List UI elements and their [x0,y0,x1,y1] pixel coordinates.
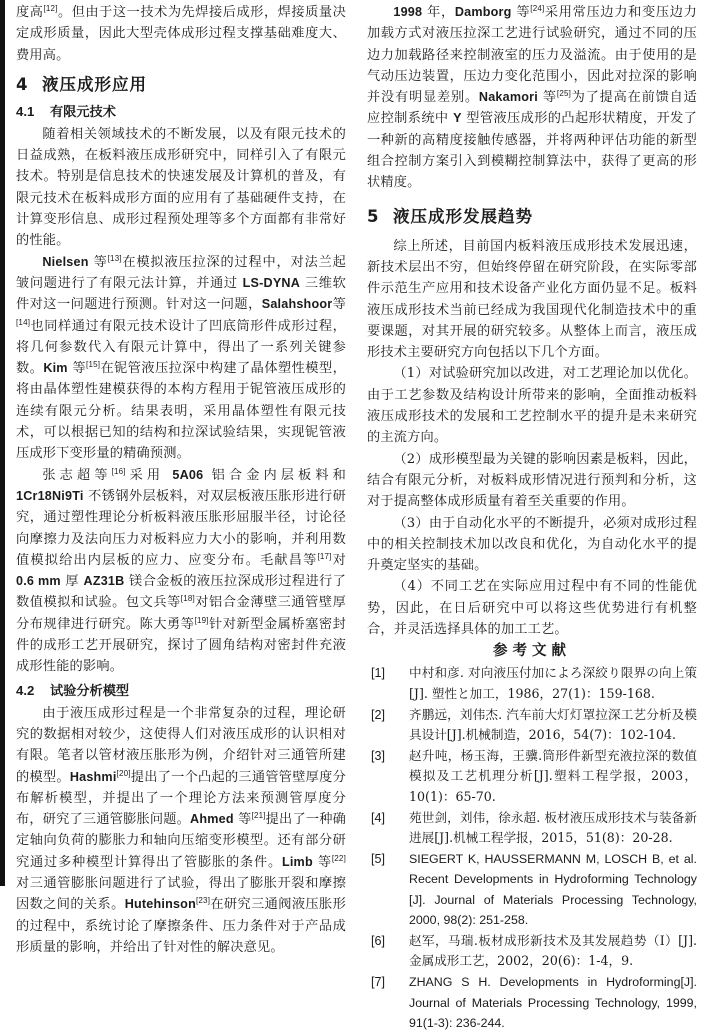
reference-index: [1] [371,666,386,681]
reference-index: [7] [371,975,386,990]
reference-item [367,663,697,703]
paragraph-model: 由于液压成形过程是一个非常复杂的过程，理论研究的数据相对较少，这使得人们对液压成形的认识相对有限。笔者以管材液压胀形为例，介绍针对三通管所建的模型。Hashmi[20]提出了一个凸起的三通管管壁厚度分布解析模型，并提出了一个理论方法来预测管厚度分布，研究了三通管膨胀问题。Ahmed 等[21]提出了一种确定轴向负荷的膨胀力和轴向压缩变形模型。还有部分研究通过多种模型计算得出了管膨胀的条件。Limb 等[22]对三通管膨胀问题进行了试验，得出了膨胀开裂和摩擦因数之间的关系。Hutehinson[23]在研究三通阀液压胀形的过程中，系统讨论了摩擦条件、压力条件对于产品成形质量的影响，并给出了针对性的解决意见。 [16,705,346,955]
trend-item: （1）对试验研究加以改进，对工艺理论加以优化。由于工艺参数及结构设计所带来的影响，全面推动板料液压成形技术的发展和工艺控制水平的提升是未来研究的主流方向。 [367,366,697,446]
section-heading-4: 4 液压成形应用 [16,74,147,94]
citation: [23] [195,896,211,906]
citation: [15] [86,360,101,370]
citation: [24] [530,4,545,13]
reference-index: [5] [371,852,386,867]
reference-text: SIEGERT K, HAUSSERMANN M, LOSCH B, et al. Recent Developments in Hydroforming Technology [J]. Journal of Materials Processing Technology, 2000, 98(2): 251-258. [409,852,697,927]
citation: [21] [251,811,266,821]
reference-item [367,972,697,1033]
citation: [14] [16,317,31,327]
citation: [25] [556,89,572,99]
page-left-edge [0,0,5,886]
trend-item: （2）成形模型最为关键的影响因素是板料，因此，结合有限元分析，对板料成形情况进行预判和分析，这对于提高整体成形质量有着至关重要的作用。 [367,451,697,510]
citation: [20] [116,768,131,778]
trend-item: （3）由于自动化水平的不断提升，必须对成形过程中的相关控制技术加以改良和优化，为自动化水平的提升奠定坚实的基础。 [367,515,697,574]
reference-index: [6] [371,933,386,948]
reference-index: [3] [371,749,386,764]
reference-text: 赵升吨，杨玉海，王骥.筒形件新型充液拉深的数值模拟及工艺机理分析[J].塑料工程学报，2003，10(1)：65-70. [409,748,697,804]
reference-item [367,808,697,848]
paragraph-damborg: 1998 年，Damborg 等[24]采用常压边力和变压边力加载方式对液压拉深工艺进行试验研究，通过不同的压边力加载路径来控制液室的压力及溢流。由于使用的是气动压边装置，压边力变化范围小，因此对拉深的影响并没有明显差别。Nakamori 等[25]为了提高在前馈自适应控制系统中 Y 型管液压成形的凸起形状精度，开发了一种新的高精度接触传感器，并将两种评估功能的新型组合控制方案引入到模糊控制算法中，获得了更高的形状精度。 [367,4,698,191]
subsection-heading-4-2: 4.2 试验分析模型 [16,682,130,699]
citation: [16] [111,466,126,476]
citation: [13] [107,253,122,263]
citation: [17] [317,551,332,561]
intro-paragraph: 度高[12]。但由于这一技术为先焊接后成形，焊接质量决定成形质量，因此大型壳体成形过程支撑基础难度大、费用高。 [16,4,346,63]
citation: [12] [43,4,58,13]
reference-text: 中村和彦. 对向液压付加によろ深絞り限界の向上策[J]. 塑性と加工，1986，27(1)：159-168. [409,665,697,701]
reference-item [367,931,697,971]
reference-item [367,849,697,930]
references-heading: 参考文献 [493,643,571,660]
reference-text: 赵军，马瑞.板材成形新技术及其发展趋势（Ⅰ）[J]. 金属成形工艺，2002，20(6)：1-4，9. [409,932,697,969]
subsection-heading-4-1: 4.1 有限元技术 [16,103,116,120]
citation: [22] [331,853,346,863]
citation: [18] [180,594,195,604]
trend-item: （4）不同工艺在实际应用过程中有不同的性能优势，因此，在日后研究中可以将这些优势进行有机整合，并灵活选择具体的加工工艺。 [367,579,697,638]
reference-index: [4] [371,810,386,825]
reference-index: [2] [371,707,386,722]
reference-item [367,746,697,807]
paragraph-nielsen: Nielsen 等[13]在模拟液压拉深的过程中，对法兰起皱问题进行了有限元法计算，并通过 LS-DYNA 三维软件对这一问题进行预测。针对这一问题，Salahshoor等[14]也同样通过有限元技术设计了凹底筒形件成形过程，将几何参数代入有限元计算中，得出了一系列关键参数。Kim 等[15]在铌管液压拉深中构建了晶体塑性模型，将由晶体塑性建模获得的本构方程用于铌管液压成形的连续有限元分析。结果表明，采用晶体塑性有限元技术，可以根据已知的结构和拉深试验结果，实现铌管液压成形下变形量的精确预测。 [16,253,346,462]
paragraph-fem: 随着相关领域技术的不断发展，以及有限元技术的日益成熟，在板料液压成形研究中，同样引入了有限元技术。特别是信息技术的快速发展及计算机的普及，有限元技术在板料成形方面的应用有了基础硬件支持，在计算变形信息、成形过程预处理等多个方面都有非常好的性能。 [16,126,346,249]
paragraph-zhang: 张志超等[16]采用 5A06 铝合金内层板料和 1Cr18Ni9Ti 不锈钢外层板料，对双层板液压胀形进行研究，通过塑性理论分析板料液压胀形屈服半径，讨论径向摩擦力及法向压力对板料应力大小的影响，并利用数值模拟给出内层板的应力、应变分布。毛献昌等[17]对 0.6 mm 厚 AZ31B 镁合金板的液压拉深成形过程进行了数值模拟和试验。包文兵等[18]对铝合金薄壁三通管壁厚分布规律进行研究。陈大勇等[19]针对新型金属桥塞密封件的成形工艺开展研究，探讨了圆角结构对密封件充液成形性能的影响。 [16,466,347,675]
left-column [16,2,346,958]
citation: [19] [194,615,209,625]
reference-item [367,705,697,745]
reference-text: 苑世剑，刘伟，徐永超. 板材液压成形技术与装备新进展[J].机械工程学报，2015，51(8)：20-28. [409,809,697,845]
right-column [367,2,697,1034]
section-heading-5: 5 液压成形发展趋势 [367,206,533,226]
reference-text: ZHANG S H. Developments in Hydroforming[J]. Journal of Materials Processing Technology, 1999, 91(1-3): 236-244. [409,975,697,1030]
paragraph-summary: 综上所述，目前国内板料液压成形技术发展迅速，新技术层出不穷，但始终停留在研究阶段，在实际零部件示范生产应用和技术设备产业化方面仍显不足。板料液压成形技术当前已经成为我国现代化制造技术中的重要课题，对其开展的研究较多。从整体上而言，液压成形技术主要研究方向包括以下几个方面。 [367,238,697,361]
reference-text: 齐鹏远，刘伟杰. 汽车前大灯灯罩拉深工艺分析及模具设计[J].机械制造，2016，54(7)：102-104. [409,706,697,742]
